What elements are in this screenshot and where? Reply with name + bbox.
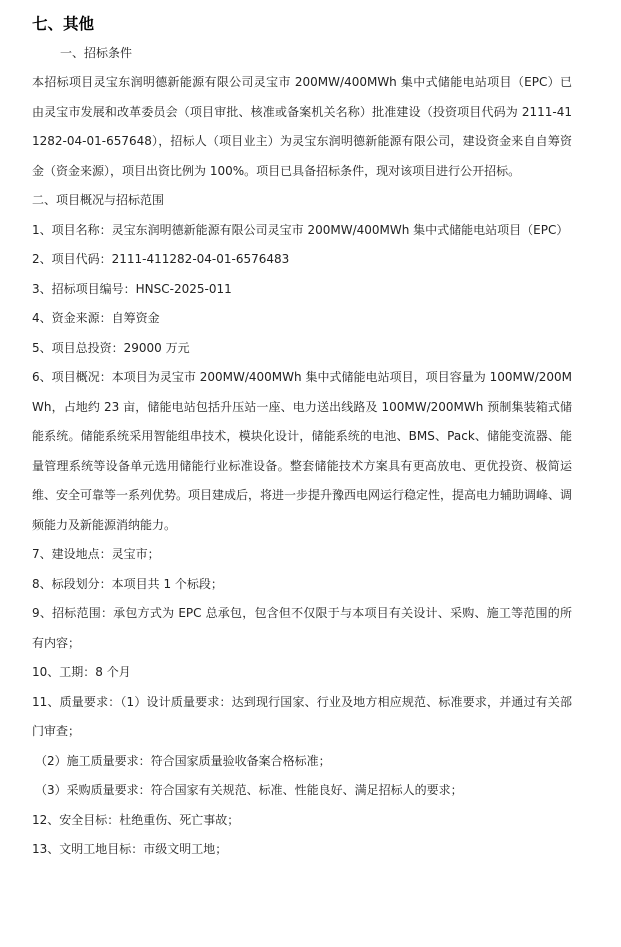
list-item-fund-source: 4、资金来源：自筹资金	[32, 311, 160, 325]
list-item-safety: 12、安全目标：杜绝重伤、死亡事故；	[32, 812, 240, 827]
list-item-scope: 9、招标范围：承包方式为 EPC 总承包，包含但不仅限于与本项目有关设计、采购、施工等范围的所有内容；	[32, 606, 572, 650]
section-title: 七、其他	[32, 14, 95, 33]
list-item-bid-number: 3、招标项目编号：HNSC-2025-011	[32, 281, 232, 296]
subsection-title: 一、招标条件	[60, 46, 133, 60]
list-item-quality: 11、质量要求：（1）设计质量要求：达到现行国家、行业及地方相应规范、标准要求，并通过有关部门审查；	[32, 694, 572, 738]
overview-title: 二、项目概况与招标范围	[32, 193, 165, 207]
intro-paragraph: 本招标项目灵宝东润明德新能源有限公司灵宝市 200MW/400MWh 集中式储能电站项目（EPC）已由灵宝市发展和改革委员会（项目审批、核准或备案机关名称）批准建设（投资项目代码为 2111-411282-04-01-657648），招标人（项目业主）为灵宝东润明德新能源有限公司，建设资金来自自筹资金（资金来源），项目出资比例为 100%。项目已具备招标条件，现对该项目进行公开招标。	[32, 75, 572, 178]
list-item-total-investment: 5、项目总投资：29000 万元	[32, 340, 190, 355]
list-item-project-name: 1、项目名称：灵宝东润明德新能源有限公司灵宝市 200MW/400MWh 集中式储能电站项目（EPC）	[32, 222, 569, 237]
list-item-location: 7、建设地点：灵宝市；	[32, 547, 160, 561]
list-item-project-code: 2、项目代码：2111-411282-04-01-6576483	[32, 252, 290, 266]
document-body	[32, 8, 572, 865]
list-item-construction-quality: （2）施工质量要求：符合国家质量验收备案合格标准；	[35, 753, 331, 768]
list-item-duration: 10、工期：8 个月	[32, 665, 131, 679]
list-item-civilized-site: 13、文明工地目标：市级文明工地；	[32, 842, 228, 856]
list-item-lots: 8、标段划分：本项目共 1 个标段；	[32, 576, 223, 591]
list-item-procurement-quality: （3）采购质量要求：符合国家有关规范、标准、性能良好、满足招标人的要求；	[35, 783, 463, 797]
list-item-project-overview: 6、项目概况：本项目为灵宝市 200MW/400MWh 集中式储能电站项目，项目容量为 100MW/200MWh，占地约 23 亩，储能电站包括升压站一座、电力送出线路及 100MW/200MWh 预制集装箱式储能系统。储能系统采用智能组串技术，模块化设计，储能系统的电池、BMS、Pack、储能变流器、能量管理系统等设备单元选用储能行业标准设备。整套储能技术方案具有更高放电、更优投资、极简运维、安全可靠等一系列优势。项目建成后，将进一步提升豫西电网运行稳定性，提高电力辅助调峰、调频能力及新能源消纳能力。	[32, 370, 573, 532]
